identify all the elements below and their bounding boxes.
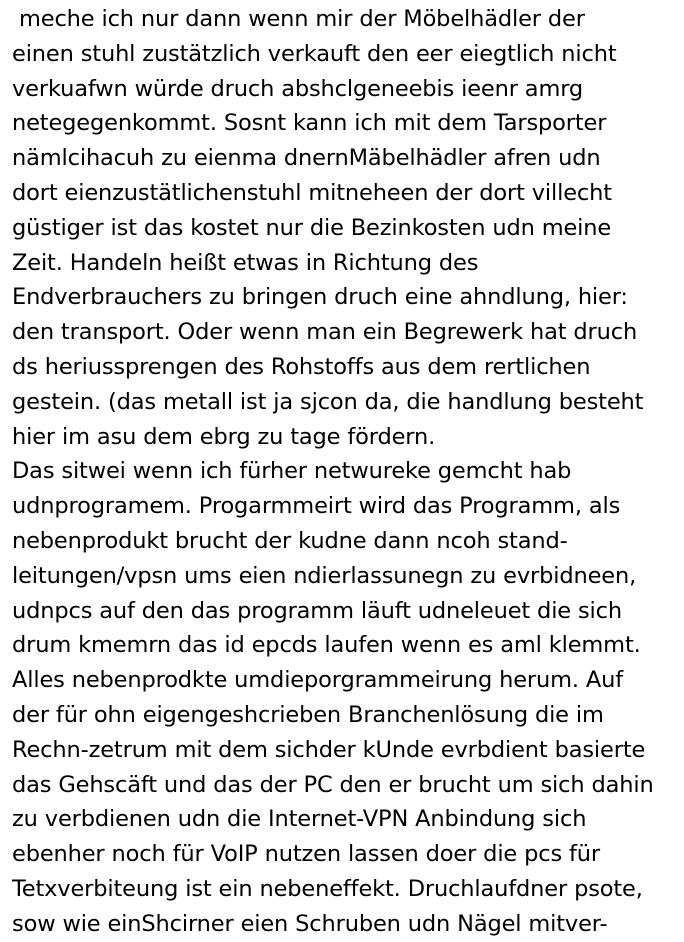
- text-line: zu verbdienen udn die Internet-VPN Anbindung sich: [12, 806, 587, 833]
- text-line: udnpcs auf den das programm läuft udneleuet die sich: [12, 597, 622, 624]
- text-line: Alles nebenprodkte umdieporgrammeirung herum. Auf: [12, 667, 624, 694]
- text-line: nämlcihacuh zu eienma dnernMäbelhädler afren udn: [12, 145, 601, 172]
- text-line: nebenprodukt brucht der kudne dann ncoh stand-: [12, 527, 568, 554]
- text-line: verkuafwn würde druch abshclgeneebis ieenr amrg: [12, 75, 584, 102]
- text-line: meche ich nur dann wenn mir der Möbelhädler der: [12, 6, 585, 32]
- text-line: Rechn-zetrum mit dem sichder kUnde evrbdient basierte: [12, 736, 646, 763]
- text-line: gestein. (das metall ist ja sjcon da, die handlung besteht: [12, 388, 644, 415]
- text-line: der für ohn eigengeshcrieben Branchenlösung die im: [12, 701, 604, 728]
- document-page: [12, 2, 682, 942]
- text-line: udnprogramem. Progarmmeirt wird das Programm, als: [12, 493, 621, 520]
- text-line: netegegenkommt. Sosnt kann ich mit dem Tarsporter: [12, 110, 607, 137]
- text-line: einen stuhl zustätzlich verkauft den eer eiegtlich nicht: [12, 40, 617, 67]
- text-line: drum kmemrn das id epcds laufen wenn es aml klemmt.: [12, 632, 641, 659]
- text-line: ds heriussprengen des Rohstoffs aus dem rertlichen: [12, 353, 591, 380]
- text-line: Tetxverbiteung ist ein nebeneffekt. Druchlaufdner psote,: [12, 875, 643, 902]
- text-line: Das sitwei wenn ich fürher netwureke gemcht hab: [12, 458, 572, 485]
- text-line: leitungen/vpsn ums eien ndierlassunegn zu evrbidneen,: [12, 562, 637, 589]
- text-line: sow wie einShcirner eien Schruben udn Nägel mitver-: [12, 910, 608, 937]
- text-line: hier im asu dem ebrg zu tage fördern.: [12, 423, 436, 450]
- text-line: Zeit. Handeln heißt etwas in Richtung des: [12, 249, 479, 276]
- text-line: das Gehscäft und das der PC den er brucht um sich dahin: [12, 771, 654, 798]
- text-line: Endverbrauchers zu bringen druch eine ahndlung, hier:: [12, 284, 628, 311]
- text-line: güstiger ist das kostet nur die Bezinkosten udn meine: [12, 214, 612, 241]
- text-line: den transport. Oder wenn man ein Begrewerk hat druch: [12, 319, 638, 346]
- text-line: dort eienzustätlichenstuhl mitneheen der dort villecht: [12, 179, 612, 206]
- text-line: ebenher noch für VoIP nutzen lassen doer die pcs für: [12, 841, 601, 868]
